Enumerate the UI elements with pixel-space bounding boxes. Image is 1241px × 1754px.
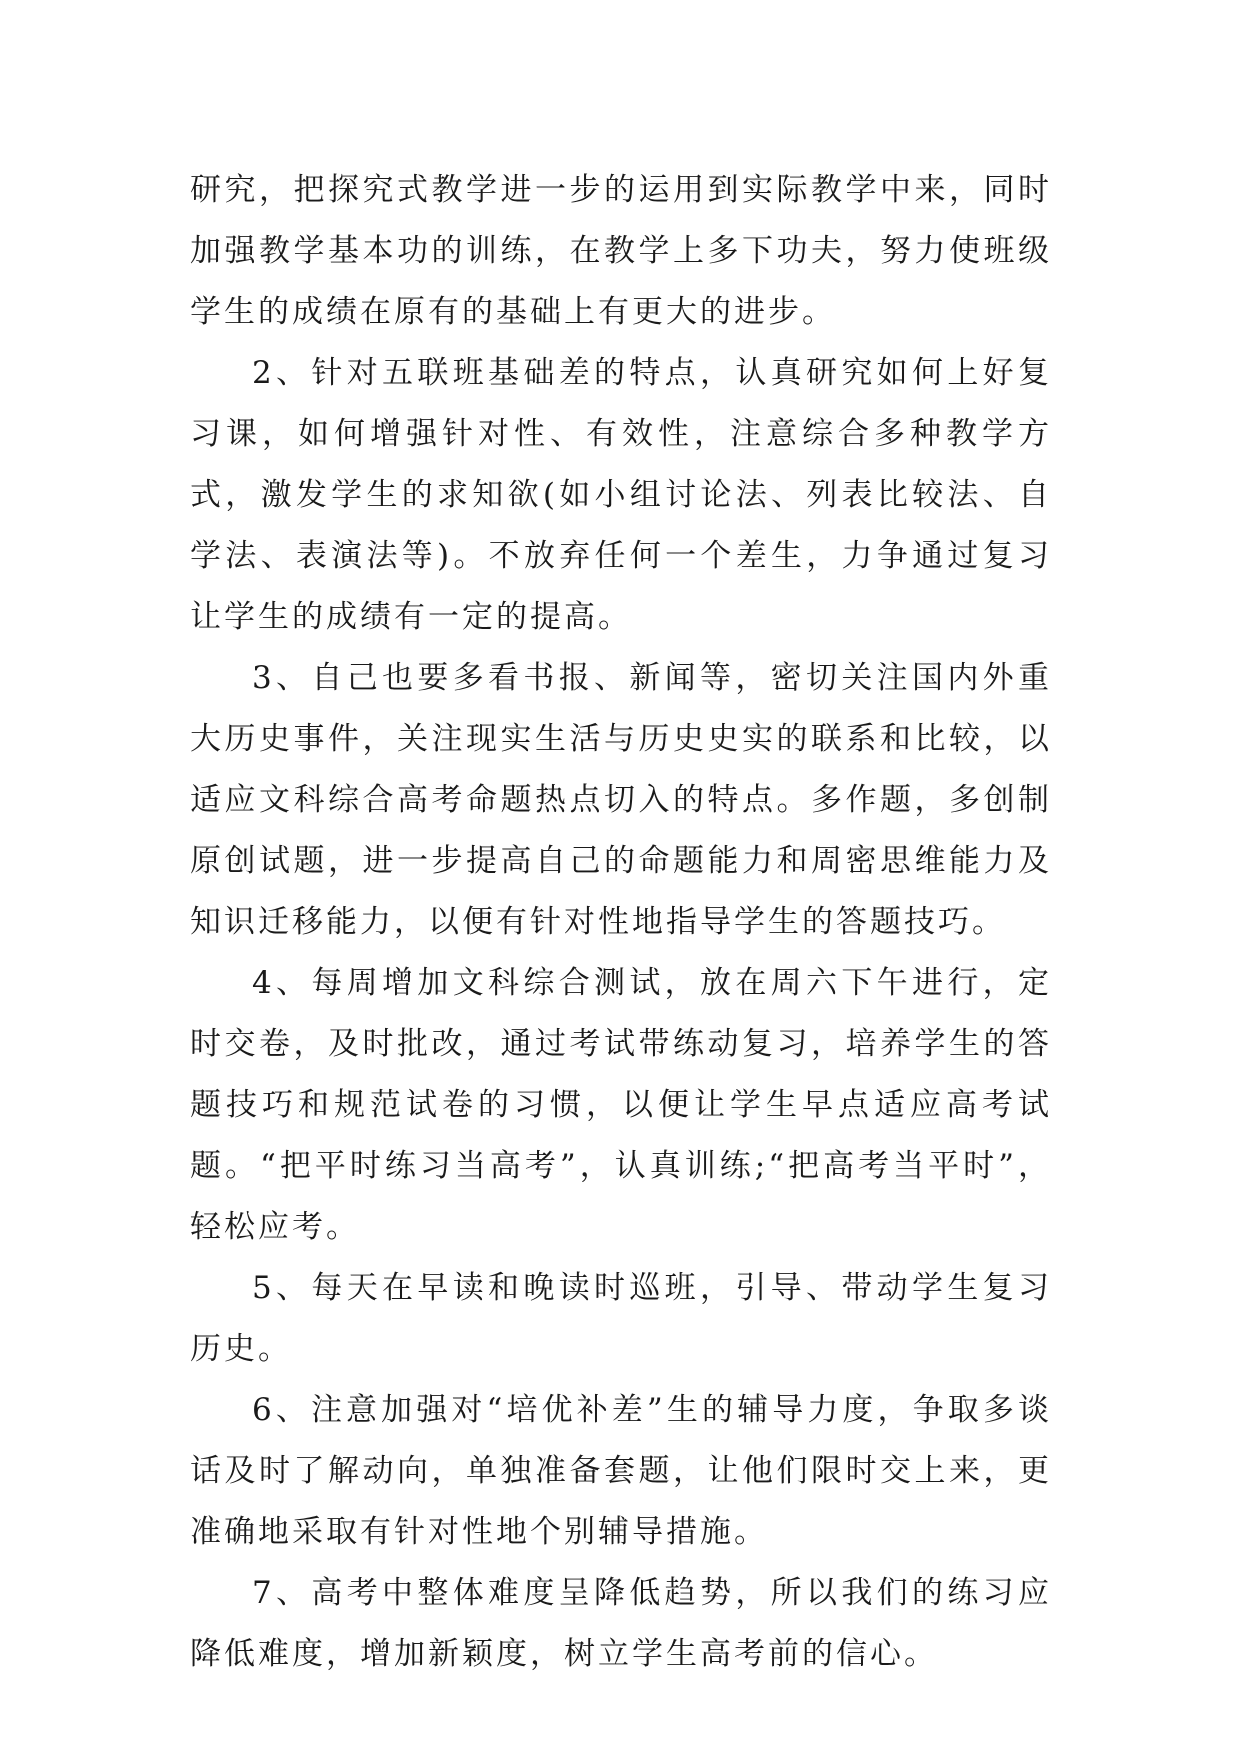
paragraph-item-4: 4、每周增加文科综合测试，放在周六下午进行，定时交卷，及时批改，通过考试带练动复习，培养学生的答题技巧和规范试卷的习惯，以便让学生早点适应高考试题。“把平时练习当高考”，认真训练;“把高考当平时”，轻松应考。: [190, 965, 1052, 1245]
paragraph-item-2: 2、针对五联班基础差的特点，认真研究如何上好复习课，如何增强针对性、有效性，注意综合多种教学方式，激发学生的求知欲(如小组讨论法、列表比较法、自学法、表演法等)。不放弃任何一个差生，力争通过复习让学生的成绩有一定的提高。: [190, 355, 1052, 635]
paragraph-continuation: 研究，把探究式教学进一步的运用到实际教学中来，同时加强教学基本功的训练，在教学上多下功夫，努力使班级学生的成绩在原有的基础上有更大的进步。: [190, 172, 1052, 330]
body-text: [190, 160, 1052, 1685]
paragraph-item-3: 3、自己也要多看书报、新闻等，密切关注国内外重大历史事件，关注现实生活与历史史实的联系和比较，以适应文科综合高考命题热点切入的特点。多作题，多创制原创试题，进一步提高自己的命题能力和周密思维能力及知识迁移能力，以便有针对性地指导学生的答题技巧。: [190, 660, 1052, 940]
paragraph-item-7: 7、高考中整体难度呈降低趋势，所以我们的练习应降低难度，增加新颖度，树立学生高考前的信心。: [190, 1575, 1052, 1672]
paragraph-item-5: 5、每天在早读和晚读时巡班，引导、带动学生复习历史。: [190, 1270, 1052, 1367]
paragraph-item-6: 6、注意加强对“培优补差”生的辅导力度，争取多谈话及时了解动向，单独准备套题，让他们限时交上来，更准确地采取有针对性地个别辅导措施。: [190, 1392, 1052, 1550]
